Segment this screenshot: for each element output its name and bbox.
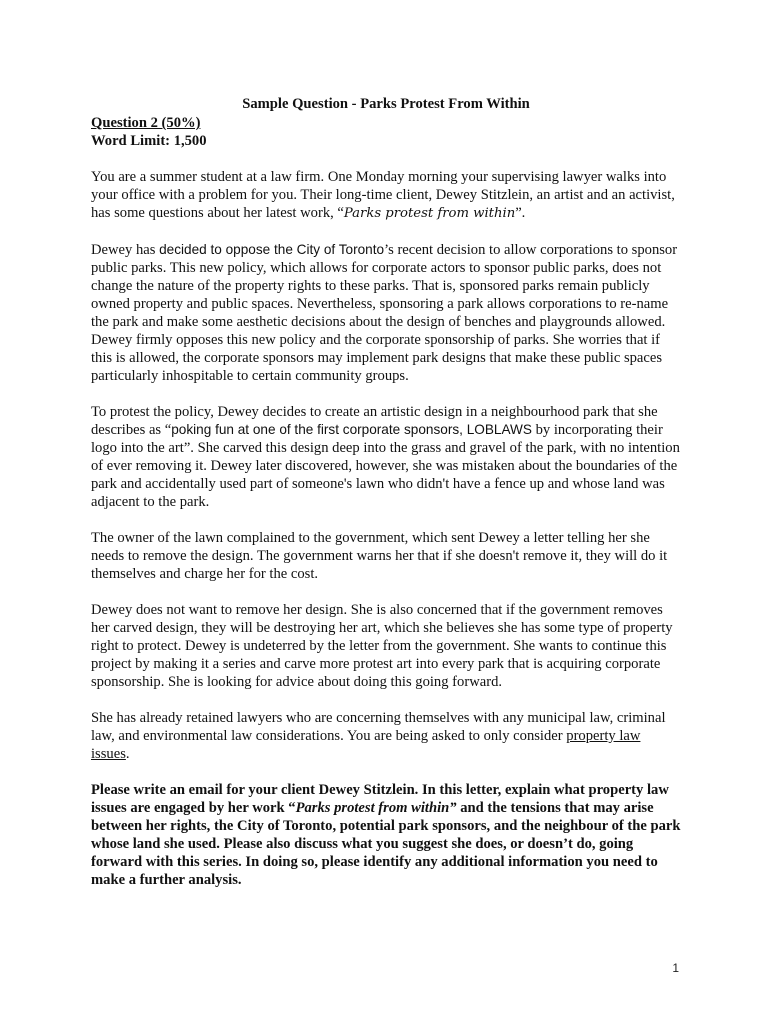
paragraph-concerns: Dewey does not want to remove her design. She is also concerned that if the government removes her carved design, they will be destroying her art, which she believes she has some type of property right to protect. Dewey is undeterred by the letter from the government. She wants to continue this project by making it a series and carve more protest art into every park that is acquiring corporate sponsorship. She is looking for advice about doing this going forward. (91, 602, 673, 690)
work-title-italic: Parks protest from within (343, 206, 516, 221)
paragraph-policy: Dewey has decided to oppose the City of Toronto’s recent decision to allow corporations to sponsor public parks. This new policy, which allows for corporate actors to sponsor public parks, does not change the nature of the property rights to these parks. That is, sponsored parks remain publicly owned property and public spaces. Nevertheless, sponsoring a park allows corporations to re-name the park and make some aesthetic decisions about the design of benches and playgrounds allowed. Dewey firmly opposes this new policy and the corporate sponsorship of parks. She worries that if this is allowed, the corporate sponsors may implement park designs that make these public spaces particularly inhospitable to certain community groups. (91, 242, 678, 384)
calibri-phrase: decided to oppose the City of Toronto (159, 242, 385, 257)
paragraph-scope: She has already retained lawyers who are concerning themselves with any municipal law, criminal law, and environmental law considerations. You are being asked to only consider property law issues. (91, 710, 666, 762)
document-body (91, 95, 681, 889)
quoted-description: poking fun at one of the first corporate sponsors, LOBLAWS (171, 422, 532, 437)
word-limit: Word Limit: 1,500 (91, 133, 207, 149)
question-label: Question 2 (50%) (91, 115, 201, 131)
document-title: Sample Question - Parks Protest From Within (242, 96, 530, 112)
paragraph-complaint: The owner of the lawn complained to the government, which sent Dewey a letter telling her she needs to remove the design. The government warns her that if she doesn't remove it, they will do it themselves and charge her for the cost. (91, 530, 668, 582)
property-law-underlined: property law issues (91, 728, 641, 762)
work-title-bold-italic: Parks protest from within” (295, 800, 457, 816)
page-number: 1 (672, 961, 679, 975)
paragraph-protest: To protest the policy, Dewey decides to create an artistic design in a neighbourhood park that she describes as “poking fun at one of the first corporate sponsors, LOBLAWS by incorporating their logo into the art”. She carved this design deep into the grass and gravel of the park, with no intention of ever removing it. Dewey later discovered, however, she was mistaken about the boundaries of the park and accidentally used part of someone's lawn who didn't have a fence up and whose land was adjacent to the park. (91, 404, 680, 510)
paragraph-intro: You are a summer student at a law firm. One Monday morning your supervising lawyer walks into your office with a problem for you. Their long-time client, Dewey Stitzlein, an artist and an activist, has some questions about her latest work, “Parks protest from within”. (91, 169, 675, 221)
paragraph-instructions: Please write an email for your client Dewey Stitzlein. In this letter, explain what property law issues are engaged by her work “Parks protest from within” and the tensions that may arise between her rights, the City of Toronto, potential park sponsors, and the neighbour of the park whose land she used. Please also discuss what you suggest she does, or doesn’t do, going forward with this series. In doing so, please identify any additional information you need to make a further analysis. (91, 782, 681, 888)
